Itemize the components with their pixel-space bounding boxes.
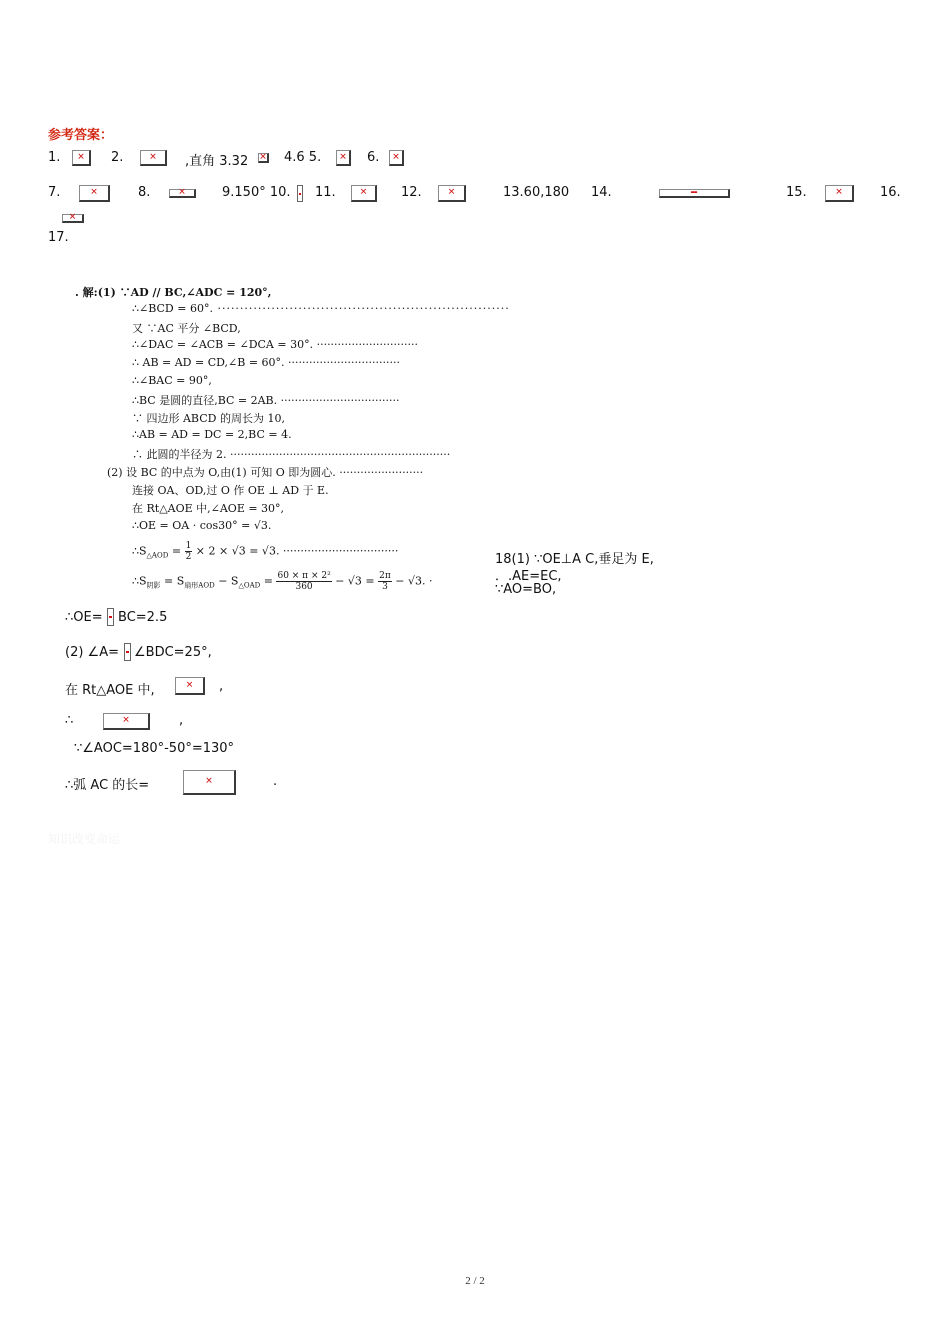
scan-fraction-sector-num: 60 × π × 2² — [277, 571, 331, 581]
scan-line-16-f: − √3. — [391, 574, 426, 588]
scan-line-16-b: = S — [160, 574, 185, 588]
answer-7-image — [79, 185, 110, 202]
scan-line-16: $\therefore S_{阴影} = S_{扇形AOD} - S_{\triangle OAD}$ = $\frac{\text{60 × π × 2²}}{360}$ − √3 = $\frac{2\pi}{3}$ − √3. · — [132, 571, 433, 592]
answer-10-image — [297, 185, 303, 202]
rt-formula-image — [175, 677, 205, 695]
answer-3-image — [258, 153, 269, 163]
answer-6-label: 6. — [367, 150, 380, 165]
scan-fraction-2pi3-den: 3 — [382, 582, 388, 592]
scan-line-11: (2) 设 BC 的中点为 O,由(1) 可知 O 即为圆心. ························ — [107, 466, 424, 479]
rt-comma: , — [219, 679, 224, 694]
scan-line-5-text: ∴ AB = AD = CD,∠B = 60°. — [132, 356, 285, 369]
page-number: 2 / 2 — [465, 1275, 485, 1287]
scan-line-7: ∴BC 是圆的直径,BC = 2AB. ·································· — [132, 394, 400, 407]
q18-line-2: ．.AE=EC, — [495, 569, 562, 584]
answer-11-image — [351, 185, 377, 202]
therefore-formula-image — [103, 713, 150, 730]
scan-line-14: ∴OE = OA · cos30° = √3. — [132, 519, 272, 532]
arc-line: ∴弧 AC 的长= — [65, 778, 150, 793]
q18-line-3: ∵AO=BO, — [495, 582, 557, 597]
scan-fraction-2pi3-num: 2π — [379, 571, 391, 581]
scan-line-15-a: ∴S — [132, 544, 147, 558]
aoc-line: ∵∠AOC=180°-50°=130° — [74, 741, 235, 756]
scan-line-11-text: (2) 设 BC 的中点为 O,由(1) 可知 O 即为圆心. — [107, 466, 336, 479]
scan-line-16-c: − S — [214, 574, 239, 588]
therefore-comma: , — [179, 713, 184, 728]
scan-line-7-text: ∴BC 是圆的直径,BC = 2AB. — [132, 394, 278, 407]
scan-line-12: 连接 OA、OD,过 O 作 OE ⊥ AD 于 E. — [132, 484, 329, 497]
answer-8-label: 8. — [138, 185, 151, 200]
scan-line-16-sub1: 阴影 — [146, 581, 161, 590]
answer-12-label: 12. — [401, 185, 422, 200]
scan-line-15-sub: △AOD — [146, 551, 169, 560]
scan-line-16-e: − √3 = — [331, 574, 379, 588]
scan-line-5: ∴ AB = AD = CD,∠B = 60°. ································ — [132, 356, 400, 369]
scan-line-15: $\therefore S_{\triangle AOD}$ = $\frac{1}{2}$ × 2 × √3 = √3. ································· — [132, 541, 399, 562]
scan-fraction-half-num: 1 — [185, 541, 192, 551]
scan-line-16-a: ∴S — [132, 574, 147, 588]
scan-line-13: 在 Rt△AOE 中,∠AOE = 30°, — [132, 502, 285, 515]
scan-line-16-d: = — [260, 574, 277, 588]
scan-line-16-sub2: 扇形AOD — [184, 581, 215, 590]
answer-11-label: 11. — [315, 185, 336, 200]
oe-line-b: BC=2.5 — [118, 610, 168, 625]
scan-line-2: ∴∠BCD = 60°. ································································· — [132, 302, 510, 315]
scan-line-15-c: × 2 × √3 = √3. — [192, 544, 280, 558]
answer-heading: 参考答案： — [48, 128, 114, 143]
scanned-solution-17 — [75, 282, 510, 602]
answer-7-label: 7. — [48, 185, 61, 200]
answer-2-image — [140, 150, 167, 166]
answer-5-image — [336, 150, 351, 166]
answer-4-5-text: 4.6 5. — [284, 150, 322, 165]
answer-9-10-text: 9.150° 10. — [222, 185, 291, 200]
scan-line-10-text: ∴ 此圆的半径为 2. — [132, 448, 227, 461]
answer-12-image — [438, 185, 466, 202]
answer-17-label: 17. — [48, 230, 69, 245]
scan-line-9: ∴AB = AD = DC = 2,BC = 4. — [132, 428, 292, 441]
angle-line-a: (2) ∠A= — [65, 645, 119, 660]
scan-line-1: . 解:(1) ∵AD // BC,∠ADC = 120°, — [75, 286, 272, 299]
scan-line-8: ∵ 四边形 ABCD 的周长为 10, — [132, 412, 285, 425]
scan-line-4: ∴∠DAC = ∠ACB = ∠DCA = 30°. ····························· — [132, 338, 418, 351]
scan-line-3: 又 ∵AC 平分 ∠BCD, — [132, 322, 241, 335]
answer-6-image — [389, 150, 404, 166]
answer-16-label: 16. — [880, 185, 901, 200]
oe-fraction-image — [107, 608, 114, 626]
answer-16-image — [62, 214, 84, 223]
arc-period: . — [273, 774, 278, 789]
angle-fraction-image — [124, 643, 131, 661]
answer-15-image — [825, 185, 854, 202]
scan-line-6: ∴∠BAC = 90°, — [132, 374, 212, 387]
angle-line-b: ∠BDC=25°, — [134, 645, 212, 660]
scan-line-16-sub3: △OAD — [238, 581, 261, 590]
rt-line: 在 Rt△AOE 中, — [65, 683, 155, 698]
answer-2-label: 2. — [111, 150, 124, 165]
q18-line-1: 18(1) ∵OE⊥A C,垂足为 E, — [495, 552, 654, 567]
answer-13-text: 13.60,180 — [503, 185, 570, 200]
scan-fraction-half-den: 2 — [185, 552, 192, 562]
answer-14-image — [659, 189, 730, 198]
watermark-text: 知识改变命运 — [48, 832, 121, 846]
scan-fraction-2pi3 — [378, 571, 392, 592]
scan-line-10: ∴ 此圆的半径为 2. ······························································· — [132, 448, 451, 461]
answer-2-3-text: ,直角 3.32 — [185, 154, 249, 169]
scan-line-2-text: ∴∠BCD = 60°. — [132, 302, 213, 315]
scan-line-4-text: ∴∠DAC = ∠ACB = ∠DCA = 30°. — [132, 338, 314, 351]
scan-fraction-sector-den: 360 — [295, 582, 313, 592]
scan-fraction-sector — [276, 571, 331, 592]
answer-8-image — [169, 189, 196, 198]
therefore-symbol: ∴ — [65, 713, 74, 728]
answer-15-label: 15. — [786, 185, 807, 200]
answer-1-image — [72, 150, 91, 166]
scan-line-15-b: = — [168, 544, 185, 558]
answer-1-label: 1. — [48, 150, 61, 165]
arc-formula-image — [183, 770, 236, 795]
oe-line-a: ∴OE= — [65, 610, 103, 625]
answer-14-label: 14. — [591, 185, 612, 200]
